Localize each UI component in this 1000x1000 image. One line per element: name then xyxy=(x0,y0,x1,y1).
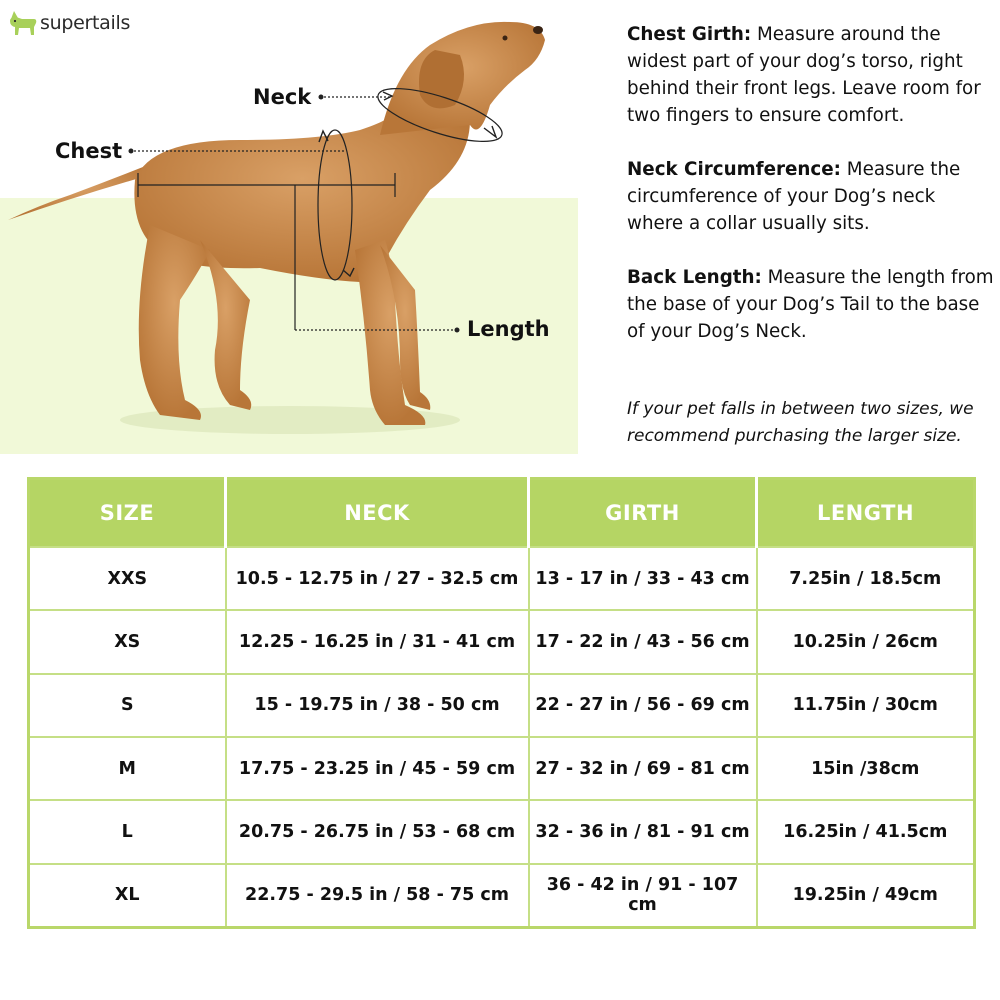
girth-cell: 32 - 36 in / 81 - 91 cm xyxy=(529,800,757,863)
length-cell: 7.25in / 18.5cm xyxy=(757,547,975,610)
girth-cell: 17 - 22 in / 43 - 56 cm xyxy=(529,610,757,673)
size-cell: S xyxy=(29,674,226,737)
dog-silhouette xyxy=(8,22,545,425)
neck-circumference-text: Measure the circumference of your Dog’s neck where a collar usually sits. xyxy=(627,159,961,234)
girth-cell: 13 - 17 in / 33 - 43 cm xyxy=(529,547,757,610)
table-row xyxy=(29,674,975,737)
neck-cell: 10.5 - 12.75 in / 27 - 32.5 cm xyxy=(226,547,529,610)
back-length-description xyxy=(627,264,995,345)
size-cell: XS xyxy=(29,610,226,673)
brand-name: supertails xyxy=(40,12,131,34)
length-cell: 11.75in / 30cm xyxy=(757,674,975,737)
table-header-row xyxy=(29,479,975,548)
neck-cell: 15 - 19.75 in / 38 - 50 cm xyxy=(226,674,529,737)
neck-circumference-title: Neck Circumference: xyxy=(627,159,841,180)
length-cell: 10.25in / 26cm xyxy=(757,610,975,673)
header-length: LENGTH xyxy=(757,479,975,548)
neck-cell: 12.25 - 16.25 in / 31 - 41 cm xyxy=(226,610,529,673)
length-label: Length xyxy=(467,317,550,341)
chest-label: Chest xyxy=(55,139,123,163)
back-length-text: Measure the length from the base of your Dog’s Tail to the base of your Dog’s Neck. xyxy=(627,267,994,342)
table-row xyxy=(29,737,975,800)
header-neck: NECK xyxy=(226,479,529,548)
length-cell: 19.25in / 49cm xyxy=(757,864,975,928)
header-size: SIZE xyxy=(29,479,226,548)
neck-label: Neck xyxy=(253,85,312,109)
chest-girth-description xyxy=(627,21,995,129)
size-recommendation-note: If your pet falls in between two sizes, we recommend purchasing the larger size. xyxy=(627,399,974,446)
size-cell: M xyxy=(29,737,226,800)
length-cell: 16.25in / 41.5cm xyxy=(757,800,975,863)
table-row xyxy=(29,610,975,673)
girth-cell: 22 - 27 in / 56 - 69 cm xyxy=(529,674,757,737)
length-cell: 15in /38cm xyxy=(757,737,975,800)
neck-cell: 20.75 - 26.75 in / 53 - 68 cm xyxy=(226,800,529,863)
girth-cell: 27 - 32 in / 69 - 81 cm xyxy=(529,737,757,800)
chest-girth-text: Measure around the widest part of your dog’s torso, right behind their front legs. Leave room for two fingers to ensure comfort. xyxy=(627,24,981,126)
back-length-title: Back Length: xyxy=(627,267,762,288)
table-row xyxy=(29,547,975,610)
dog-measurement-illustration xyxy=(0,0,580,460)
header-girth: GIRTH xyxy=(529,479,757,548)
size-cell: L xyxy=(29,800,226,863)
neck-circumference-description xyxy=(627,156,995,237)
girth-cell: 36 - 42 in / 91 - 107 cm xyxy=(529,864,757,928)
neck-cell: 17.75 - 23.25 in / 45 - 59 cm xyxy=(226,737,529,800)
table-row xyxy=(29,800,975,863)
size-chart-table xyxy=(27,477,976,929)
table-row xyxy=(29,864,975,928)
size-cell: XXS xyxy=(29,547,226,610)
neck-cell: 22.75 - 29.5 in / 58 - 75 cm xyxy=(226,864,529,928)
chest-girth-title: Chest Girth: xyxy=(627,24,752,45)
size-cell: XL xyxy=(29,864,226,928)
